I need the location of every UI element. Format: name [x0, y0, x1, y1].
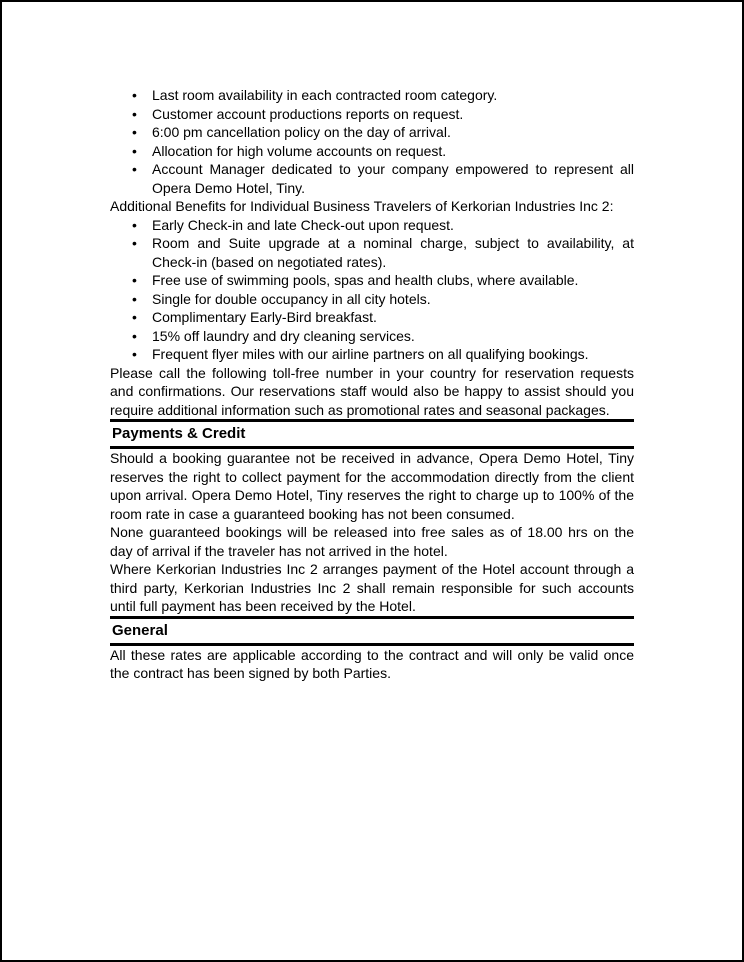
rates-validity-paragraph: All these rates are applicable according to the contract and will only be valid once the contract has been signed by both Parties.	[110, 646, 634, 681]
list-item: • Room and Suite upgrade at a nominal charge, subject to availability, at Check-in (based on negotiated rates).	[152, 234, 634, 271]
list-item: • Allocation for high volume accounts on request.	[152, 142, 634, 161]
benefits-intro-paragraph: Additional Benefits for Individual Business Travelers of Kerkorian Industries Inc 2:	[110, 198, 614, 214]
payments-credit-heading: Payments & Credit	[110, 419, 634, 449]
list-item: • Free use of swimming pools, spas and health clubs, where available.	[152, 271, 634, 290]
traveler-benefits-list	[110, 216, 634, 364]
page-content	[2, 2, 742, 683]
reservations-paragraph: Please call the following toll-free number in your country for reservation requests and confirmations. Our reservations staff would also be happy to assist should you require additional information such as promotional rates and seasonal packages.	[110, 364, 634, 418]
list-item: • 15% off laundry and dry cleaning services.	[152, 327, 634, 346]
list-item: • 6:00 pm cancellation policy on the day of arrival.	[152, 123, 634, 142]
list-item: • Customer account productions reports on request.	[152, 105, 634, 124]
list-item: • Single for double occupancy in all city hotels.	[152, 290, 634, 309]
general-heading: General	[110, 616, 634, 646]
list-item: • Last room availability in each contracted room category.	[152, 86, 634, 105]
list-item: • Complimentary Early-Bird breakfast.	[152, 308, 634, 327]
contract-benefits-list	[110, 86, 634, 197]
list-item: • Account Manager dedicated to your company empowered to represent all Opera Demo Hotel, Tiny.	[152, 160, 634, 197]
release-policy-paragraph: None guaranteed bookings will be released into free sales as of 18.00 hrs on the day of arrival if the traveler has not arrived in the hotel.	[110, 524, 634, 559]
list-item: • Frequent flyer miles with our airline partners on all qualifying bookings.	[152, 345, 634, 364]
list-item: • Early Check-in and late Check-out upon request.	[152, 216, 634, 235]
third-party-payment-paragraph: Where Kerkorian Industries Inc 2 arranges payment of the Hotel account through a third party, Kerkorian Industries Inc 2 shall remain responsible for such accounts until full payment has been received by the Hotel.	[110, 561, 634, 614]
booking-guarantee-paragraph: Should a booking guarantee not be received in advance, Opera Demo Hotel, Tiny reserves the right to collect payment for the accommodation directly from the client upon arrival. Opera Demo Hotel, Tiny reserves the right to charge up to 100% of the room rate in case a guaranteed booking has not been consumed.	[110, 450, 634, 522]
